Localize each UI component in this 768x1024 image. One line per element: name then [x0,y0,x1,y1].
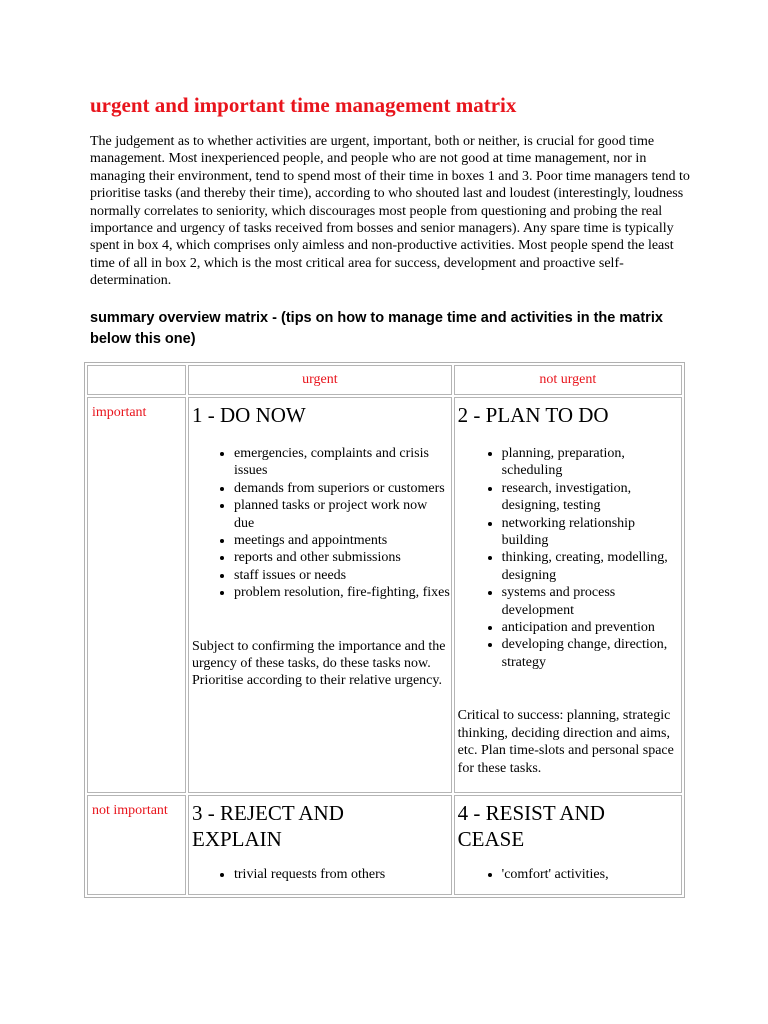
list-item: • demands from superiors or customers [234,480,451,497]
list-item: • problem resolution, fire-fighting, fixes [234,584,451,601]
col-header-urgent: urgent [188,365,452,395]
list-item: • anticipation and prevention [502,619,681,636]
quadrant-4-title: 4 - RESIST AND CEASE [457,801,605,851]
time-management-matrix [84,362,685,898]
list-item: • developing change, direction, strategy [502,636,681,671]
col-header-not-urgent: not urgent [454,365,682,395]
list-item: • staff issues or needs [234,567,451,584]
row-label-not-important: not important [87,795,186,895]
quadrant-1-title: 1 - DO NOW [192,403,306,427]
quadrant-1-note: Subject to confirming the importance and the urgency of these tasks, do these tasks now. Prioritise according to their relative urgency. [192,638,446,689]
list-item: • planned tasks or project work now due [234,497,451,532]
intro-paragraph: The judgement as to whether activities are urgent, important, both or neither, is crucial for good time management. Most inexperienced people, and people who are not good at time management, nor in managing their environment, tend to spend most of their time in boxes 1 and 3. Poor time managers tend to prioritise tasks (and thereby their time), according to who shouted last and loudest (interestingly, loudness normally correlates to seniority, which discourages most people from questioning and probing the real importance and urgency of tasks received from bosses and senior managers). Any spare time is typically spent in box 4, which comprises only aimless and non-productive activities. Most people spend the least time of all in box 2, which is the most critical area for success, development and proactive self-determination. [90,134,690,289]
matrix-subheading: summary overview matrix - (tips on how to manage time and activities in the matrix below this one) [90,310,663,347]
list-item: • 'comfort' activities, [502,866,681,883]
list-item: • systems and process development [502,584,681,619]
page-title: urgent and important time management matrix [90,93,517,117]
list-item: • emergencies, complaints and crisis issues [234,445,451,480]
quadrant-2-note: Critical to success: planning, strategic thinking, deciding direction and aims, etc. Plan time-slots and personal space for these tasks. [457,708,674,776]
quadrant-2-plan-to-do [454,397,682,793]
quadrant-3-title: 3 - REJECT AND EXPLAIN [192,801,344,851]
list-item: • networking relationship building [502,515,681,550]
quadrant-1-list [189,445,451,602]
matrix-row-not-important [87,795,682,895]
list-item: • research, investigation, designing, testing [502,480,681,515]
matrix-header-row [87,365,682,395]
quadrant-4-list [455,866,681,883]
list-item: • planning, preparation, scheduling [502,445,681,480]
quadrant-2-list [455,445,681,671]
list-item: • thinking, creating, modelling, designing [502,549,681,584]
quadrant-3-reject-and-explain [188,795,452,895]
matrix-row-important [87,397,682,793]
list-item: • trivial requests from others [234,866,451,883]
quadrant-2-title: 2 - PLAN TO DO [457,403,609,427]
row-label-important: important [87,397,186,793]
empty-corner-cell [87,365,186,395]
quadrant-4-resist-and-cease [454,795,682,895]
quadrant-1-do-now [188,397,452,793]
list-item: • meetings and appointments [234,532,451,549]
quadrant-3-list [189,866,451,883]
list-item: • reports and other submissions [234,549,451,566]
